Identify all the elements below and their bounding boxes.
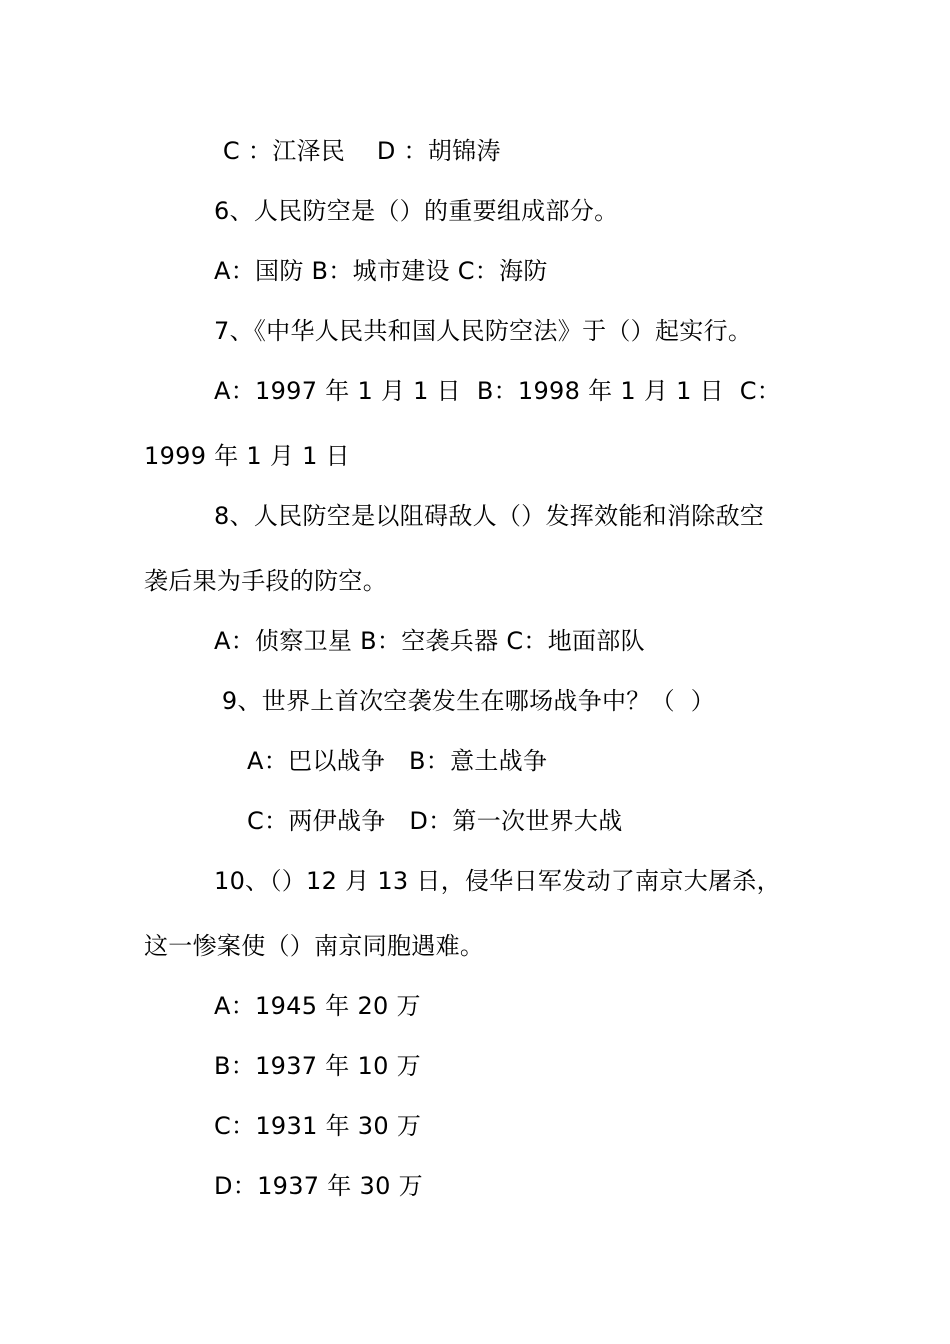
q10-option-b: B：1937 年 10 万: [214, 1052, 421, 1080]
q7-question: 7、《中华人民共和国人民防空法》于（）起实行。: [214, 317, 753, 345]
q6-question: 6、人民防空是（）的重要组成部分。: [214, 197, 619, 225]
q10-question: 10、（）12 月 13 日，侵华日军发动了南京大屠杀，: [214, 867, 781, 895]
q5-options-cd: C ：江泽民 D ：胡锦涛: [215, 137, 501, 165]
q8-question-continued: 袭后果为手段的防空。: [144, 567, 387, 595]
q7-options: A：1997 年 1 月 1 日 B：1998 年 1 月 1 日 C：: [214, 377, 782, 405]
q9-options-cd: C：两伊战争 D：第一次世界大战: [247, 807, 623, 835]
q6-options: A：国防 B：城市建设 C：海防: [214, 257, 548, 285]
q10-option-c: C：1931 年 30 万: [214, 1112, 422, 1140]
q10-option-a: A：1945 年 20 万: [214, 992, 421, 1020]
q10-option-d: D：1937 年 30 万: [214, 1172, 423, 1200]
q7-options-continued: 1999 年 1 月 1 日: [144, 442, 350, 470]
q9-options-ab: A：巴以战争 B：意土战争: [247, 747, 548, 775]
q8-question: 8、人民防空是以阻碍敌人（）发挥效能和消除敌空: [214, 502, 765, 530]
q9-question: 9、世界上首次空袭发生在哪场战争中？（ ）: [214, 687, 716, 715]
q8-options: A：侦察卫星 B：空袭兵器 C：地面部队: [214, 627, 645, 655]
q10-question-continued: 这一惨案使（）南京同胞遇难。: [144, 932, 485, 960]
